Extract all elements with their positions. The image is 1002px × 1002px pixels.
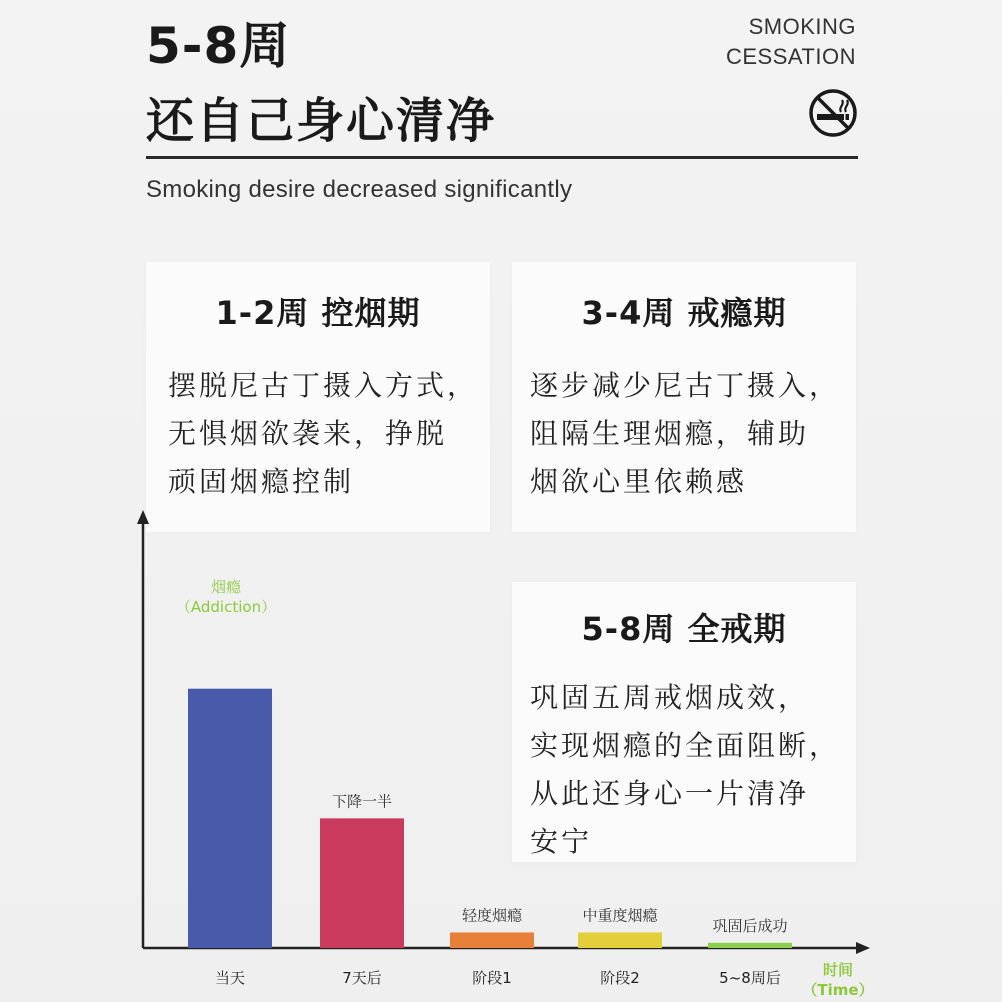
bar-data-label: 下降一半 (331, 792, 393, 811)
x-tick-label: 5~8周后 (719, 969, 781, 987)
brand-line-1: SMOKING (748, 14, 856, 39)
chart-bar (320, 818, 404, 948)
chart-bar (188, 689, 272, 948)
phase-card-line: 阻隔生理烟瘾，辅助 (530, 417, 810, 450)
chart-bar (708, 943, 792, 948)
x-axis-label: 时间 (822, 961, 854, 979)
phase-card-line: 摆脱尼古丁摄入方式， (168, 369, 479, 402)
phase-card-title: 1-2周 控烟期 (215, 294, 421, 332)
phase-card-line: 顽固烟瘾控制 (168, 465, 355, 498)
subtitle: Smoking desire decreased significantly (146, 176, 573, 203)
phase-card-line: 无惧烟欲袭来，挣脱 (168, 417, 448, 450)
x-tick-label: 阶段2 (600, 969, 640, 987)
phase-card-line: 烟欲心里依赖感 (530, 465, 748, 498)
bar-data-label: 轻度烟瘾 (461, 906, 523, 925)
x-tick-label: 7天后 (342, 969, 382, 987)
phase-card-line: 实现烟瘾的全面阻断， (530, 729, 841, 762)
x-tick-label: 当天 (214, 969, 246, 987)
bar-data-label: 巩固后成功 (712, 916, 788, 935)
y-axis-label-english: （Addiction） (175, 598, 277, 616)
page-title: 还自己身心清净 (146, 93, 497, 149)
phase-card-line: 安宁 (530, 825, 593, 858)
phase-card-line: 巩固五周戒烟成效， (530, 681, 810, 714)
page-title-weeks: 5-8周 (146, 17, 291, 75)
chart-bar (578, 932, 662, 948)
phase-card-title: 3-4周 戒瘾期 (581, 294, 787, 332)
x-tick-label: 阶段1 (472, 969, 512, 987)
x-axis-arrow (856, 942, 870, 954)
phase-card-line: 逐步减少尼古丁摄入， (530, 369, 841, 402)
brand-line-2: CESSATION (725, 44, 856, 69)
phase-card-title: 5-8周 全戒期 (581, 610, 787, 648)
bar-data-label: 中重度烟瘾 (582, 906, 658, 925)
phase-card-line: 从此还身心一片清净 (530, 777, 810, 810)
y-axis-arrow (137, 510, 149, 524)
x-axis-label-english: （Time） (802, 981, 874, 999)
y-axis-label: 烟瘾 (210, 578, 242, 596)
chart-bar (450, 932, 534, 948)
